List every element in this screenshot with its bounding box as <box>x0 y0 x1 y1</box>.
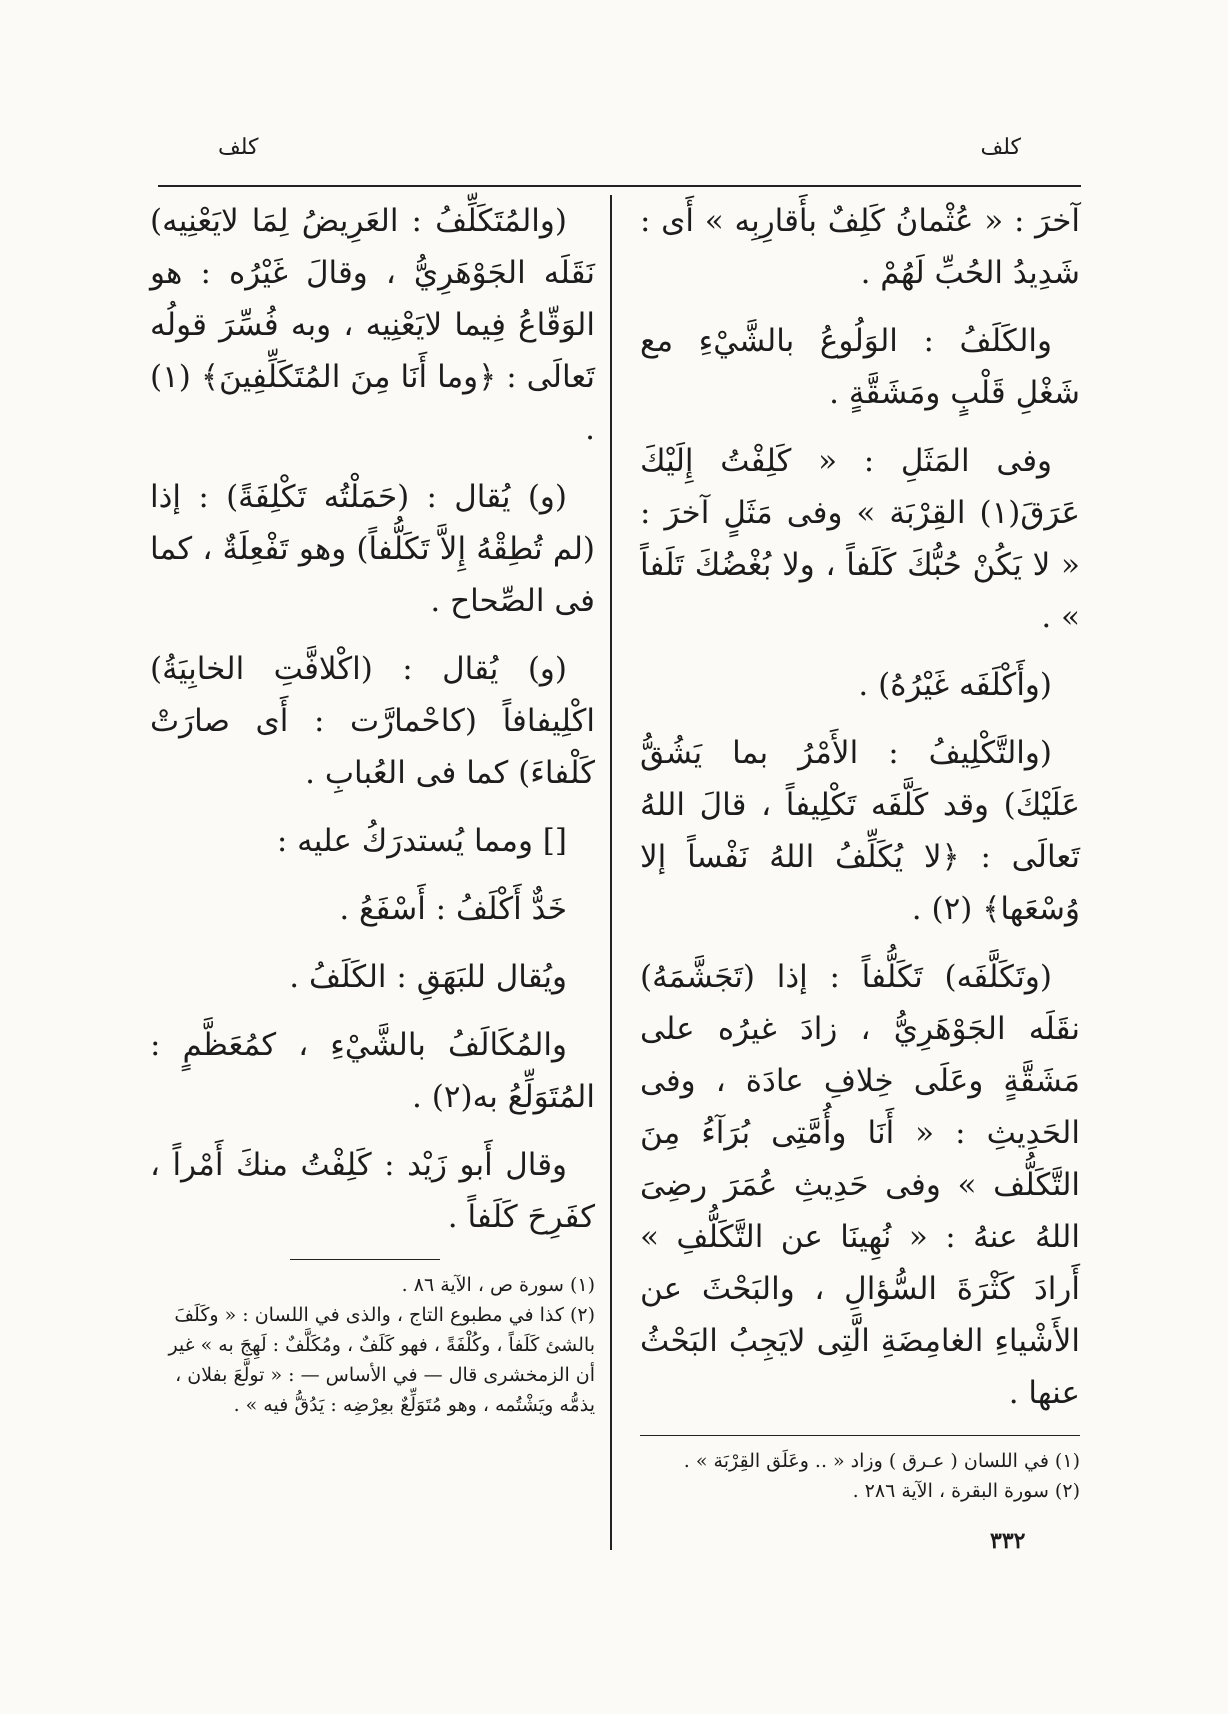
entry-paragraph: (والمُتَكَلِّفُ : العَرِيضُ لِمَا لايَعْنِيه) نَقَلَه الجَوْهَرِيُّ ، وقالَ غَيْرُه : هو الوَقّاعُ فِيما لايَعْنِيه ، وبه فُسِّرَ قولُه تَعالَى : ﴿وما أَنَا مِنَ المُتَكَلِّفِينَ﴾ (١) . <box>150 203 595 447</box>
footnote: (٢) سورة البقرة ، الآية ٢٨٦ . <box>852 1480 1080 1502</box>
entry-paragraph: (وأَكْلَفَه غَيْرُهُ) . <box>858 667 1052 703</box>
left-column <box>150 195 595 1420</box>
entry-paragraph: خَدٌّ أَكْلَفُ : أَسْفَعُ . <box>339 891 567 927</box>
entry-paragraph: (و) يُقال : (حَمَلْتُه تَكْلِفَةً) : إذا (لم تُطِقْهُ إِلاَّ تَكَلُّفاً) وهو تَفْعِلَةٌ ، كما فى الصِّحاح . <box>150 479 595 619</box>
running-header <box>158 125 1081 187</box>
footnote: (١) سورة ص ، الآية ٨٦ . <box>401 1274 595 1296</box>
entry-paragraph: وقال أَبو زَيْد : كَلِفْتُ منكَ أَمْراً ، كفَرِحَ كَلَفاً . <box>150 1147 595 1235</box>
entry-paragraph: وفى المَثَلِ : « كَلِفْتُ إِلَيْكَ عَرَقَ(١) القِرْبَة » وفى مَثَلٍ آخرَ : « لا يَكُنْ حُبُّكَ كَلَفاً ، ولا بُغْضُكَ تَلَفاً » . <box>640 443 1080 635</box>
footnote-rule <box>640 1435 1080 1436</box>
footnote: (١) في اللسان ( عـرق ) وزاد « .. وعَلَق القِرْبَة » . <box>683 1450 1080 1472</box>
footnote-rule <box>290 1259 440 1260</box>
page-number: ٣٣٢ <box>990 1528 1026 1554</box>
running-headword-left: كلف <box>218 135 259 160</box>
running-headword-right: كلف <box>980 135 1021 160</box>
entry-paragraph: (والتَّكْلِيفُ : الأَمْرُ بما يَشُقُّ عَلَيْكَ) وقد كَلَّفَه تَكْلِيفاً ، قالَ اللهُ تَعالَى : ﴿لا يُكَلِّفُ اللهُ نَفْساً إلا وُسْعَها﴾ (٢) . <box>640 735 1080 927</box>
entry-paragraph: ويُقال للبَهَقِ : الكَلَفُ . <box>289 959 567 995</box>
footnote: (٢) كذا في مطبوع التاج ، والذى في اللسان : « وكَلَفَ بالشئ كَلَفاً ، وكُلْفَةً ، فهو كَلَفٌ ، ومُكَلَّفٌ : لَهِجَ به » غير أن الزمخشرى قال — في الأساس — : « تولَّعَ بفلان ، يذمُّه ويَشْتُمه ، وهو مُتَوَلِّعٌ بعِرْضِه : يَدُقُّ فيه » . <box>168 1304 595 1416</box>
entry-paragraph: (وتَكَلَّفَه) تَكَلُّفاً : إذا (تَجَشَّمَهُ) نقَلَه الجَوْهَرِيُّ ، زادَ غيرُه على مَشَقَّةٍ وعَلَى خِلافِ عادَة ، وفى الحَدِيثِ : « أَنَا وأُمَّتِى بُرَآءُ مِنَ التَّكَلُّف » وفى حَدِيثِ عُمَرَ رضِىَ اللهُ عنهُ : « نُهِينَا عن التَّكَلُّفِ » أَرادَ كَثْرَةَ السُّؤالِ ، والبَحْثَ عن الأَشْياءِ الغامِضَةِ الَّتِى لايَجِبُ البَحْثُ عنها . <box>640 959 1080 1411</box>
entry-paragraph: والكَلَفُ : الوَلُوعُ بالشَّيْءِ مع شَغْلِ قَلْبٍ ومَشَقَّةٍ . <box>640 323 1080 411</box>
entry-paragraph: والمُكَالَفُ بالشَّيْءِ ، كمُعَظَّمٍ : المُتَوَلِّعُ به(٢) . <box>150 1027 595 1115</box>
column-divider <box>610 195 612 1550</box>
right-column <box>640 195 1080 1506</box>
entry-paragraph: [] ومما يُستدرَكُ عليه : <box>276 823 567 859</box>
entry-paragraph: (و) يُقال : (اكْلافَّتِ الخابِيَةُ) اكْلِيفافاً (كاحْمارَّت : أَى صارَتْ كَلْفاءَ) كما فى العُبابِ . <box>150 651 595 791</box>
entry-paragraph: آخرَ : « عُثْمانُ كَلِفٌ بأَقارِبِه » أَى : شَدِيدُ الحُبِّ لَهُمْ . <box>640 203 1080 291</box>
